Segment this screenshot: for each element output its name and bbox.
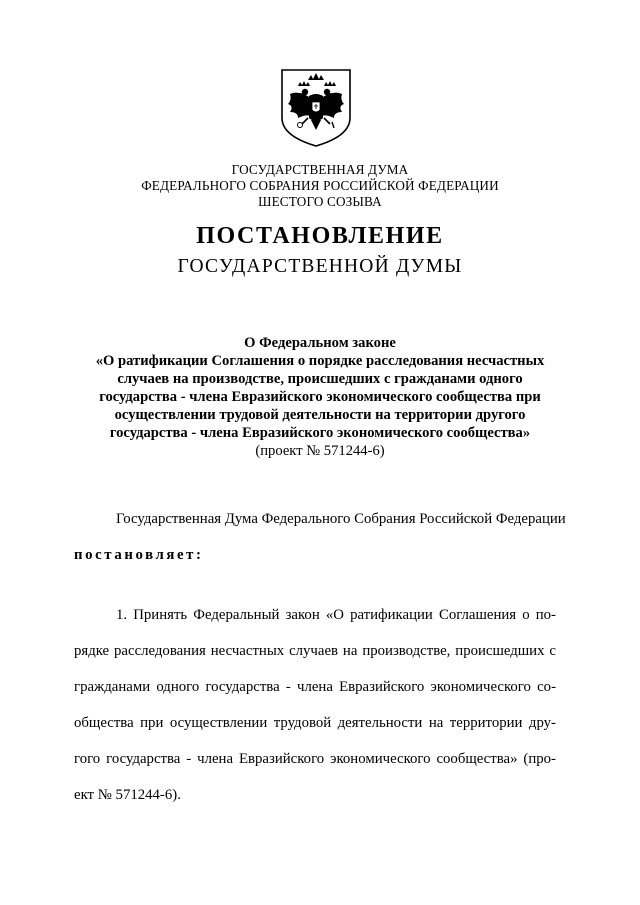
- body-paragraph-line: общества при осуществлении трудовой деятельности на территории дру-: [74, 715, 556, 731]
- document-subtitle: ГОСУДАРСТВЕННОЙ ДУМЫ: [177, 256, 463, 277]
- body-paragraph-line: 1. Принять Федеральный закон «О ратификации Соглашения о по-: [116, 607, 556, 623]
- body-paragraph-line: ект № 571244-6).: [74, 787, 181, 803]
- subject-line: государства - члена Евразийского экономического сообщества»: [109, 425, 531, 441]
- document-title: ПОСТАНОВЛЕНИЕ: [196, 223, 444, 249]
- preamble-text: Государственная Дума Федерального Собрания Российской Федерации: [116, 511, 566, 527]
- coat-of-arms-emblem-icon: [278, 66, 354, 148]
- subject-line: «О ратификации Соглашения о порядке расследования несчастных: [95, 353, 545, 369]
- body-paragraph-line: гого государства - члена Евразийского экономического сообщества» (про-: [74, 751, 556, 767]
- project-number: (проект № 571244-6): [255, 443, 385, 459]
- subject-line: О Федеральном законе: [244, 335, 396, 351]
- org-name-line-2: ФЕДЕРАЛЬНОГО СОБРАНИЯ РОССИЙСКОЙ ФЕДЕРАЦИИ: [141, 178, 499, 193]
- org-name-line-1: ГОСУДАРСТВЕННАЯ ДУМА: [231, 162, 409, 177]
- body-paragraph-line: гражданами одного государства - члена Евразийского экономического со-: [74, 679, 556, 695]
- resolves-text: постановляет:: [74, 547, 204, 563]
- body-paragraph-line: рядке расследования несчастных случаев на производстве, происшедших с: [74, 643, 556, 659]
- subject-line: осуществлении трудовой деятельности на территории другого: [114, 407, 526, 423]
- convocation-line: ШЕСТОГО СОЗЫВА: [258, 194, 382, 209]
- subject-line: государства - члена Евразийского экономического сообщества при: [99, 389, 541, 405]
- subject-line: случаев на производстве, происшедших с гражданами одного: [117, 371, 523, 387]
